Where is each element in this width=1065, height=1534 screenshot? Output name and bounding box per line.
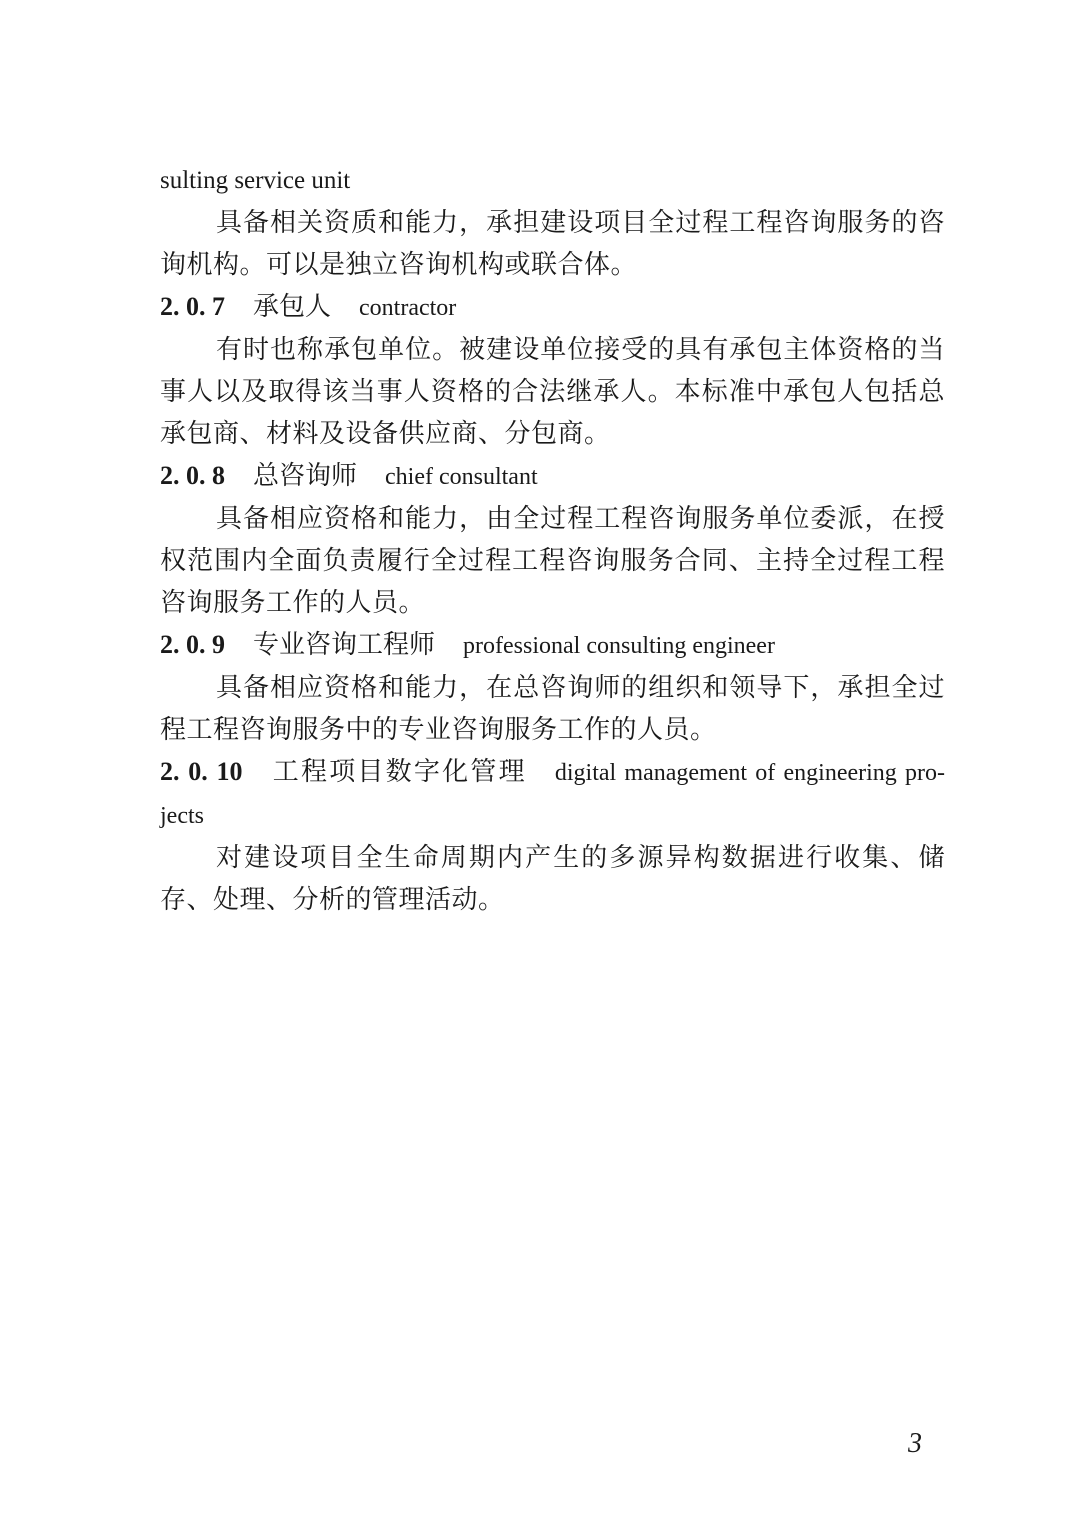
term-english: digital management of engineering pro-jects <box>160 760 946 829</box>
page-number: 3 <box>908 1428 922 1459</box>
term-chinese: 总咨询师 <box>253 461 358 491</box>
term-english: chief consultant <box>385 464 538 490</box>
term-number: 2. 0. 9 <box>160 630 225 659</box>
term-heading-2-0-10 <box>160 751 945 837</box>
term-english: contractor <box>359 295 457 321</box>
definition-paragraph-professional-engineer: 具备相应资格和能力，在总咨询师的组织和领导下，承担全过程工程咨询服务中的专业咨询服务工作的人员。 <box>160 673 945 745</box>
term-heading-2-0-7 <box>160 286 945 329</box>
definition-paragraph-chief-consultant: 具备相应资格和能力，由全过程工程咨询服务单位委派，在授权范围内全面负责履行全过程工程咨询服务合同、主持全过程工程咨询服务工作的人员。 <box>160 504 945 618</box>
term-heading-2-0-9 <box>160 624 945 667</box>
term-chinese: 承包人 <box>253 292 332 322</box>
term-chinese: 工程项目数字化管理 <box>270 757 527 787</box>
continuation-text: sulting service unit <box>160 167 351 194</box>
term-number: 2. 0. 10 <box>160 757 243 786</box>
definition-paragraph-consulting-unit: 具备相关资质和能力，承担建设项目全过程工程咨询服务的咨询机构。可以是独立咨询机构或联合体。 <box>160 208 945 280</box>
term-chinese: 专业咨询工程师 <box>253 630 436 660</box>
term-number: 2. 0. 7 <box>160 292 225 321</box>
term-english: professional consulting engineer <box>463 633 775 659</box>
term-number: 2. 0. 8 <box>160 461 225 490</box>
definition-paragraph-digital-management: 对建设项目全生命周期内产生的多源异构数据进行收集、储存、处理、分析的管理活动。 <box>160 843 945 915</box>
term-heading-2-0-8 <box>160 455 945 498</box>
document-body <box>160 160 945 921</box>
definition-paragraph-contractor: 有时也称承包单位。被建设单位接受的具有承包主体资格的当事人以及取得该当事人资格的合法继承人。本标准中承包人包括总承包商、材料及设备供应商、分包商。 <box>160 335 945 449</box>
